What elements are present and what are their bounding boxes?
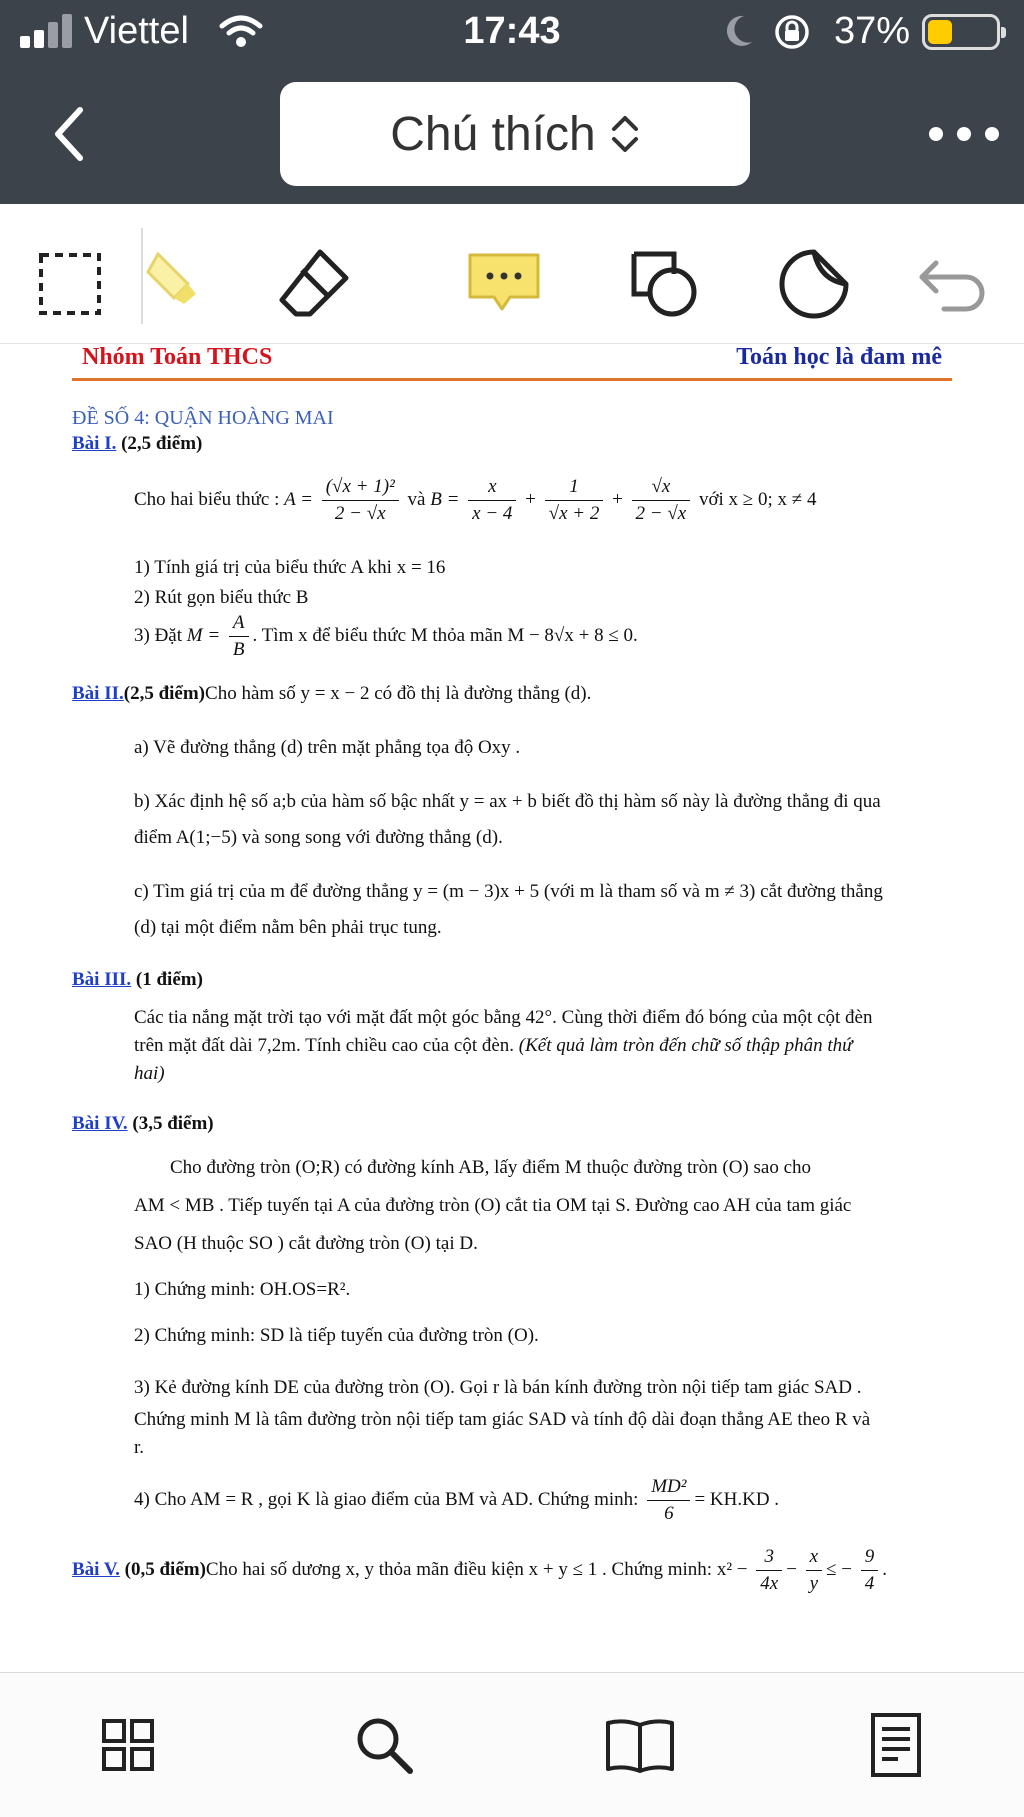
- question-2-b-line-2: điểm A(1;−5) và song song với đường thẳng (d).: [134, 827, 503, 848]
- section-5-line: Bài V. (0,5 điểm)Cho hai số dương x, y thỏa mãn điều kiện x + y ≤ 1 . Chứng minh: x² − $\frac{3}{4x}$ − $\frac{x}{y}$ ≤ − $\frac{9}{4}$ .: [72, 1544, 972, 1597]
- status-time: 17:43: [463, 10, 561, 52]
- battery-percent: 37%: [834, 10, 911, 52]
- eraser-tool[interactable]: [264, 234, 364, 334]
- section-3-line-1: Các tia nắng mặt trời tạo với mặt đất một góc bằng 42°. Cùng thời điểm đó bóng của một cột đèn: [134, 1007, 873, 1028]
- fraction-b2: $\frac{1}{√x + 2}$: [545, 474, 604, 527]
- highlighter-icon: [138, 244, 218, 324]
- section-3-points: (1 điểm): [135, 969, 203, 990]
- question-1-3: 3) Đặt M = $\frac{A}{B}$ . Tìm x để biểu thức M thỏa mãn M − 8√x + 8 ≤ 0.: [134, 610, 954, 663]
- back-button[interactable]: [44, 104, 104, 164]
- section-3-line-3: hai): [134, 1063, 165, 1084]
- question-4-2: 2) Chứng minh: SD là tiếp tuyến của đường tròn (O).: [134, 1325, 539, 1346]
- tab-search[interactable]: [334, 1705, 434, 1785]
- sticker-icon: [774, 244, 854, 324]
- fraction-5a: $\frac{3}{4x}$: [756, 1544, 782, 1597]
- section-4-points: (3,5 điểm): [132, 1113, 214, 1134]
- section-5-text: Cho hai số dương x, y thỏa mãn điều kiện x + y ≤ 1 . Chứng minh: x² −: [205, 1558, 748, 1580]
- plus-sign: +: [525, 488, 536, 510]
- mode-title: Chú thích: [390, 107, 596, 161]
- formula-line: [134, 474, 954, 527]
- formula-condition: với x ≥ 0; x ≠ 4: [698, 488, 817, 510]
- fraction-b1: $\frac{x}{x - 4}$: [468, 474, 516, 527]
- bottom-tab-bar: [0, 1672, 1024, 1817]
- grid-icon: [98, 1715, 158, 1775]
- section-1-heading: [72, 430, 202, 458]
- highlighter-tool[interactable]: [128, 234, 228, 334]
- sticker-tool[interactable]: [764, 234, 864, 334]
- question-4-3-line-2: Chứng minh M là tâm đường tròn nội tiếp tam giác SAD và tính độ dài đoạn thẳng AE theo R và: [134, 1409, 871, 1430]
- fraction-b3: $\frac{√x}{2 - √x}$: [632, 474, 691, 527]
- formula-intro: Cho hai biểu thức :: [134, 488, 280, 510]
- tab-reading[interactable]: [590, 1705, 690, 1785]
- question-4-1: 1) Chứng minh: OH.OS=R².: [134, 1279, 351, 1300]
- question-1-1: 1) Tính giá trị của biểu thức A khi x = 16: [134, 557, 446, 578]
- header-right: Toán học là đam mê: [736, 344, 942, 370]
- question-4-4: 4) Cho AM = R , gọi K là giao điểm của BM và AD. Chứng minh: $\frac{\text{MD²}}{6}$ = KH.KD .: [134, 1474, 954, 1527]
- search-icon: [352, 1713, 416, 1777]
- section-1-points: (2,5 điểm): [121, 433, 203, 454]
- formula-and: và: [407, 488, 426, 510]
- fraction-a: $\frac{\text{(√x + 1)²}}{2 - √x}$: [322, 474, 399, 527]
- header-divider: [72, 378, 952, 381]
- annotation-toolbar: [0, 204, 1024, 344]
- question-2-b-line-1: b) Xác định hệ số a;b của hàm số bậc nhất y = ax + b biết đồ thị hàm số này là đường thẳng đi qua: [134, 791, 881, 812]
- rotation-lock-icon: [772, 12, 812, 52]
- carrier-name: Viettel: [84, 10, 189, 52]
- tab-outline[interactable]: [846, 1705, 946, 1785]
- section-5-points: (0,5 điểm): [124, 1558, 206, 1580]
- fraction-m: $\frac{A}{B}$: [229, 610, 249, 663]
- more-button[interactable]: [926, 110, 1002, 158]
- status-bar: [0, 0, 1024, 66]
- question-2-a: a) Vẽ đường thẳng (d) trên mặt phẳng tọa độ Oxy .: [134, 737, 521, 758]
- top-bar: [0, 0, 1024, 204]
- exam-title: ĐỀ SỐ 4: QUẬN HOÀNG MAI: [72, 407, 334, 429]
- mode-selector[interactable]: [280, 82, 750, 186]
- shapes-icon: [624, 244, 704, 324]
- undo-icon: [914, 249, 994, 319]
- section-4-line-2: AM < MB . Tiếp tuyến tại A của đường tròn (O) cắt tia OM tại S. Đường cao AH của tam giác: [134, 1195, 852, 1216]
- moon-icon: [722, 12, 756, 50]
- comment-icon: [464, 249, 544, 319]
- section-3-label: Bài III.: [72, 969, 132, 990]
- section-3-heading: [72, 966, 203, 994]
- section-2-points: (2,5 điểm): [123, 683, 206, 704]
- question-2-c-line-1: c) Tìm giá trị của m để đường thẳng y = (m − 3)x + 5 (với m là tham số và m ≠ 3) cắt đường thẳng: [134, 881, 883, 902]
- comment-tool[interactable]: [454, 234, 554, 334]
- section-2-text: Cho hàm số y = x − 2 có đồ thị là đường thẳng (d).: [205, 683, 592, 704]
- plus-sign: +: [612, 488, 623, 510]
- section-4-line-1: Cho đường tròn (O;R) có đường kính AB, lấy điểm M thuộc đường tròn (O) sao cho: [170, 1157, 811, 1178]
- fraction-md: $\frac{\text{MD²}}{6}$: [647, 1474, 690, 1527]
- section-2-line: [72, 680, 591, 708]
- section-1-label: Bài I.: [72, 433, 117, 454]
- header-left: Nhóm Toán THCS: [82, 344, 273, 370]
- document-page: [0, 344, 1024, 1672]
- section-4-heading: [72, 1110, 214, 1138]
- eraser-icon: [274, 244, 354, 324]
- formula-b-lhs: B =: [430, 488, 460, 510]
- battery-icon: [922, 14, 1000, 50]
- chevron-up-down-icon: [610, 113, 640, 155]
- book-icon: [602, 1715, 678, 1775]
- question-1-2: 2) Rút gọn biểu thức B: [134, 587, 309, 608]
- selection-tool[interactable]: [20, 234, 120, 334]
- question-4-3-line-1: 3) Kẻ đường kính DE của đường tròn (O). Gọi r là bán kính đường tròn nội tiếp tam giác SAD .: [134, 1377, 862, 1398]
- section-4-line-3: SAO (H thuộc SO ) cắt đường tròn (O) tại D.: [134, 1233, 478, 1254]
- document-icon: [868, 1711, 924, 1779]
- tab-thumbnails[interactable]: [78, 1705, 178, 1785]
- section-3-line-2: trên mặt đất dài 7,2m. Tính chiều cao của cột đèn. (Kết quả làm tròn đến chữ số thập phân thứ: [134, 1035, 853, 1056]
- formula-a-lhs: A =: [284, 488, 313, 510]
- question-4-3-line-3: r.: [134, 1437, 145, 1458]
- fraction-5b: $\frac{x}{y}$: [806, 1544, 822, 1597]
- selection-rectangle-icon: [35, 249, 105, 319]
- section-4-label: Bài IV.: [72, 1113, 128, 1134]
- shapes-tool[interactable]: [614, 234, 714, 334]
- section-2-label: Bài II.: [72, 683, 124, 704]
- undo-button[interactable]: [904, 234, 1004, 334]
- question-2-c-line-2: (d) tại một điểm nằm bên phải trục tung.: [134, 917, 442, 938]
- fraction-5c: $\frac{9}{4}$: [861, 1544, 879, 1597]
- section-5-label: Bài V.: [72, 1558, 120, 1580]
